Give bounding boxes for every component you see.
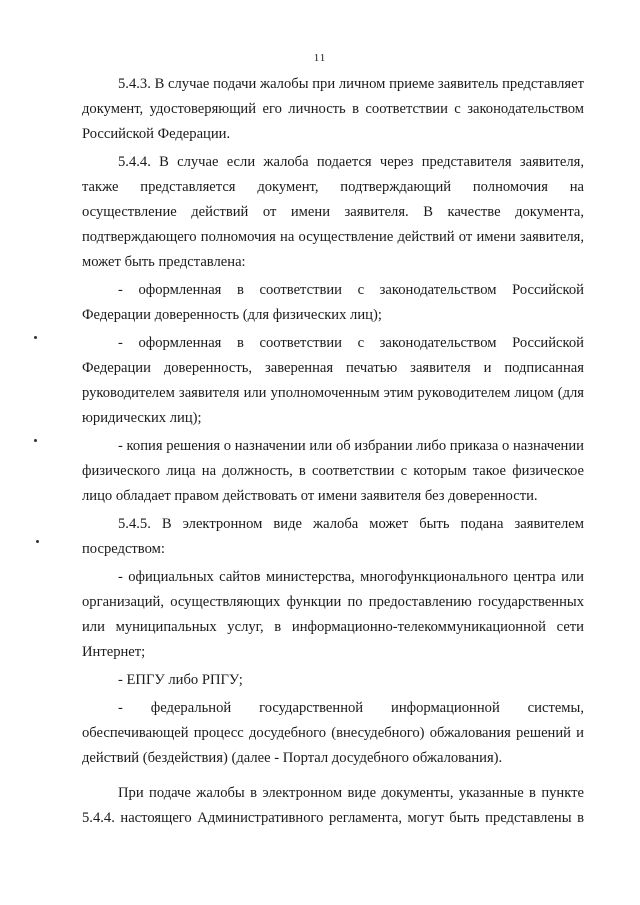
list-item-power-of-attorney-individuals: - оформленная в соответствии с законодательством Российской Федерации доверенность (для физических лиц); [82, 282, 584, 323]
list-item-official-websites: - официальных сайтов министерства, многофункционального центра или организаций, осуществляющих функции по предоставлению государственных или муниципальных услуг, в информационно-телекоммуникационной сети Интернет; [82, 569, 584, 660]
page-number: 11 [313, 52, 327, 64]
paragraph-5-4-4: 5.4.4. В случае если жалоба подается через представителя заявителя, также представляется документ, подтверждающий полномочия на осуществление действий от имени заявителя. В качестве документа, подтверждающего полномочия на осуществление действий от имени заявителя, может быть представлена: [82, 154, 584, 270]
list-item-federal-information-system: - федеральной государственной информационной системы, обеспечивающей процесс досудебного (внесудебного) обжалования решений и действий (бездействия) (далее - Портал досудебного обжалования). [82, 700, 584, 766]
margin-mark [34, 336, 37, 339]
list-item-appointment-decision-copy: - копия решения о назначении или об избрании либо приказа о назначении физического лица на должность, в соответствии с которым такое физическое лицо обладает правом действовать от имени заявителя без доверенности. [82, 438, 584, 504]
paragraph-5-4-5: 5.4.5. В электронном виде жалоба может быть подана заявителем посредством: [82, 516, 584, 557]
margin-mark [36, 540, 39, 543]
list-item-epgu-rpgu: - ЕПГУ либо РПГУ; [118, 672, 243, 688]
paragraph-5-4-3: 5.4.3. В случае подачи жалобы при личном приеме заявитель представляет документ, удостоверяющий его личность в соответствии с законодательством Российской Федерации. [82, 76, 584, 142]
paragraph-electronic-submission: При подаче жалобы в электронном виде документы, указанные в пункте 5.4.4. настоящего Административного регламента, могут быть представлены в [82, 785, 584, 826]
document-body [82, 72, 584, 831]
margin-mark [34, 439, 37, 442]
list-item-power-of-attorney-legal-entities: - оформленная в соответствии с законодательством Российской Федерации доверенность, заверенная печатью заявителя и подписанная руководителем заявителя или уполномоченным этим руководителем лицом (для юридических лиц); [82, 335, 584, 426]
